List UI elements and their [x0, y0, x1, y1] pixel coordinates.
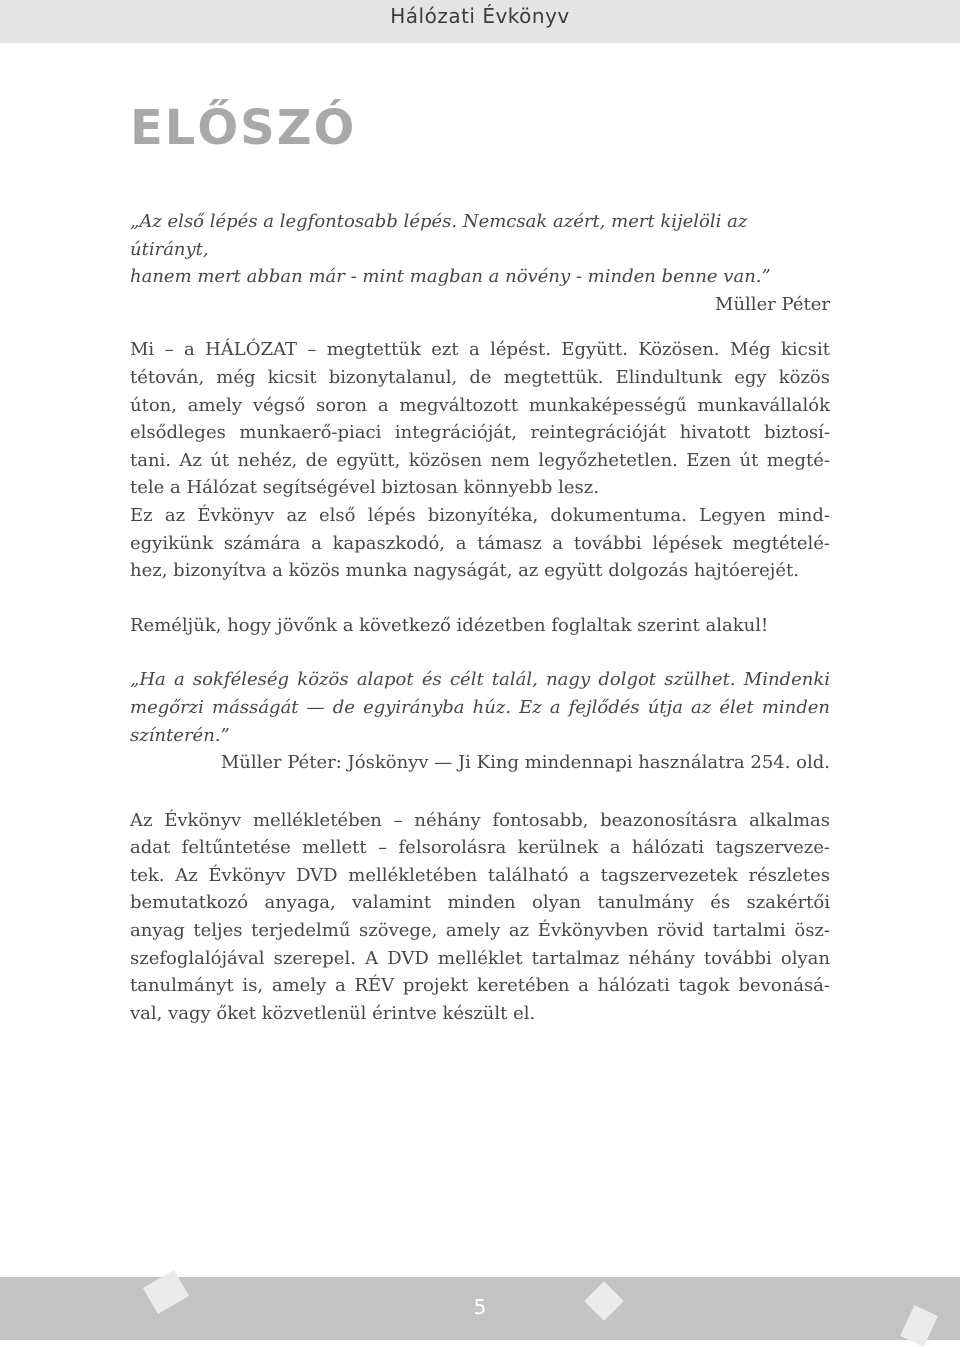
paragraph-3 [130, 807, 830, 1028]
paragraph-line: Ez az Évkönyv az első lépés bizonyítéka, dokumentuma. Legyen mind- [130, 504, 830, 526]
paragraph-line: Mi – a HÁLÓZAT – megtettük ezt a lépést. Együtt. Közösen. Még kicsit [130, 339, 830, 361]
paragraph-2: Reméljük, hogy jövőnk a következő idézetben foglaltak szerint alakul! [130, 614, 769, 636]
paragraph-line: bemutatkozó anyaga, valamint minden olyan tanulmány és szakértői [130, 892, 830, 914]
paragraph-line: tani. Az út nehéz, de együtt, közösen nem legyőzhetetlen. Ezen út megté- [130, 449, 830, 471]
closing-quote-source: Müller Péter: Jóskönyv — Ji King mindennapi használatra 254. old. [220, 752, 830, 774]
paragraph-line: szefoglalójával szerepel. A DVD melléklet tartalmaz néhány további olyan [130, 947, 830, 969]
opening-quote [130, 208, 830, 291]
page-content [130, 208, 830, 1027]
page-footer [0, 1277, 960, 1340]
paragraph-line: egyikünk számára a kapaszkodó, a támasz a további lépések megtételé- [130, 532, 830, 554]
opening-quote-line: hanem mert abban már - mint magban a növény - minden benne van.” [130, 266, 771, 288]
closing-quote-line: színterén.” [130, 724, 230, 746]
running-header-title: Hálózati Évkönyv [390, 4, 570, 28]
paragraph-line: tek. Az Évkönyv DVD mellékletében található a tagszervezetek részletes [130, 864, 830, 886]
page-title: ELŐSZÓ [130, 100, 357, 156]
paragraph-line: tanulmányt is, amely a RÉV projekt keretében a hálózati tagok bevonásá- [130, 975, 830, 997]
closing-quote-line: „Ha a sokféleség közös alapot és célt talál, nagy dolgot szülhet. Mindenki [130, 669, 830, 691]
opening-quote-author: Müller Péter [715, 293, 830, 315]
closing-quote-line: megőrzi másságát — de egyirányba húz. Ez a fejlődés útja az élet minden [130, 696, 830, 718]
paragraph-line: elsődleges munkaerő-piaci integrációját, reintegrációját hivatott biztosí- [130, 422, 830, 444]
paragraph-line: Az Évkönyv mellékletében – néhány fontosabb, beazonosításra alkalmas [130, 809, 830, 831]
paragraph-line: tétován, még kicsit bizonytalanul, de megtettük. Elindultunk egy közös [130, 366, 830, 388]
page-number: 5 [473, 1295, 487, 1319]
paragraph-line: adat feltűntetése mellett – felsorolásra kerülnek a hálózati tagszerveze- [130, 837, 830, 859]
paragraph-line: úton, amely végső soron a megváltozott munkaképességű munkavállalók [130, 394, 830, 416]
opening-quote-line: „Az első lépés a legfontosabb lépés. Nemcsak azért, mert kijelöli az útirányt, [130, 211, 748, 260]
paragraph-line: val, vagy őket közvetlenül érintve készült el. [130, 1002, 536, 1024]
paragraph-line: anyag teljes terjedelmű szövege, amely az Évkönyvben rövid tartalmi ösz- [130, 920, 830, 942]
paragraph-line: hez, bizonyítva a közös munka nagyságát, az együtt dolgozás hajtóerejét. [130, 560, 799, 582]
running-header [0, 0, 960, 43]
paragraph-1 [130, 336, 830, 584]
paragraph-line: tele a Hálózat segítségével biztosan könnyebb lesz. [130, 477, 599, 499]
closing-quote [130, 666, 830, 749]
